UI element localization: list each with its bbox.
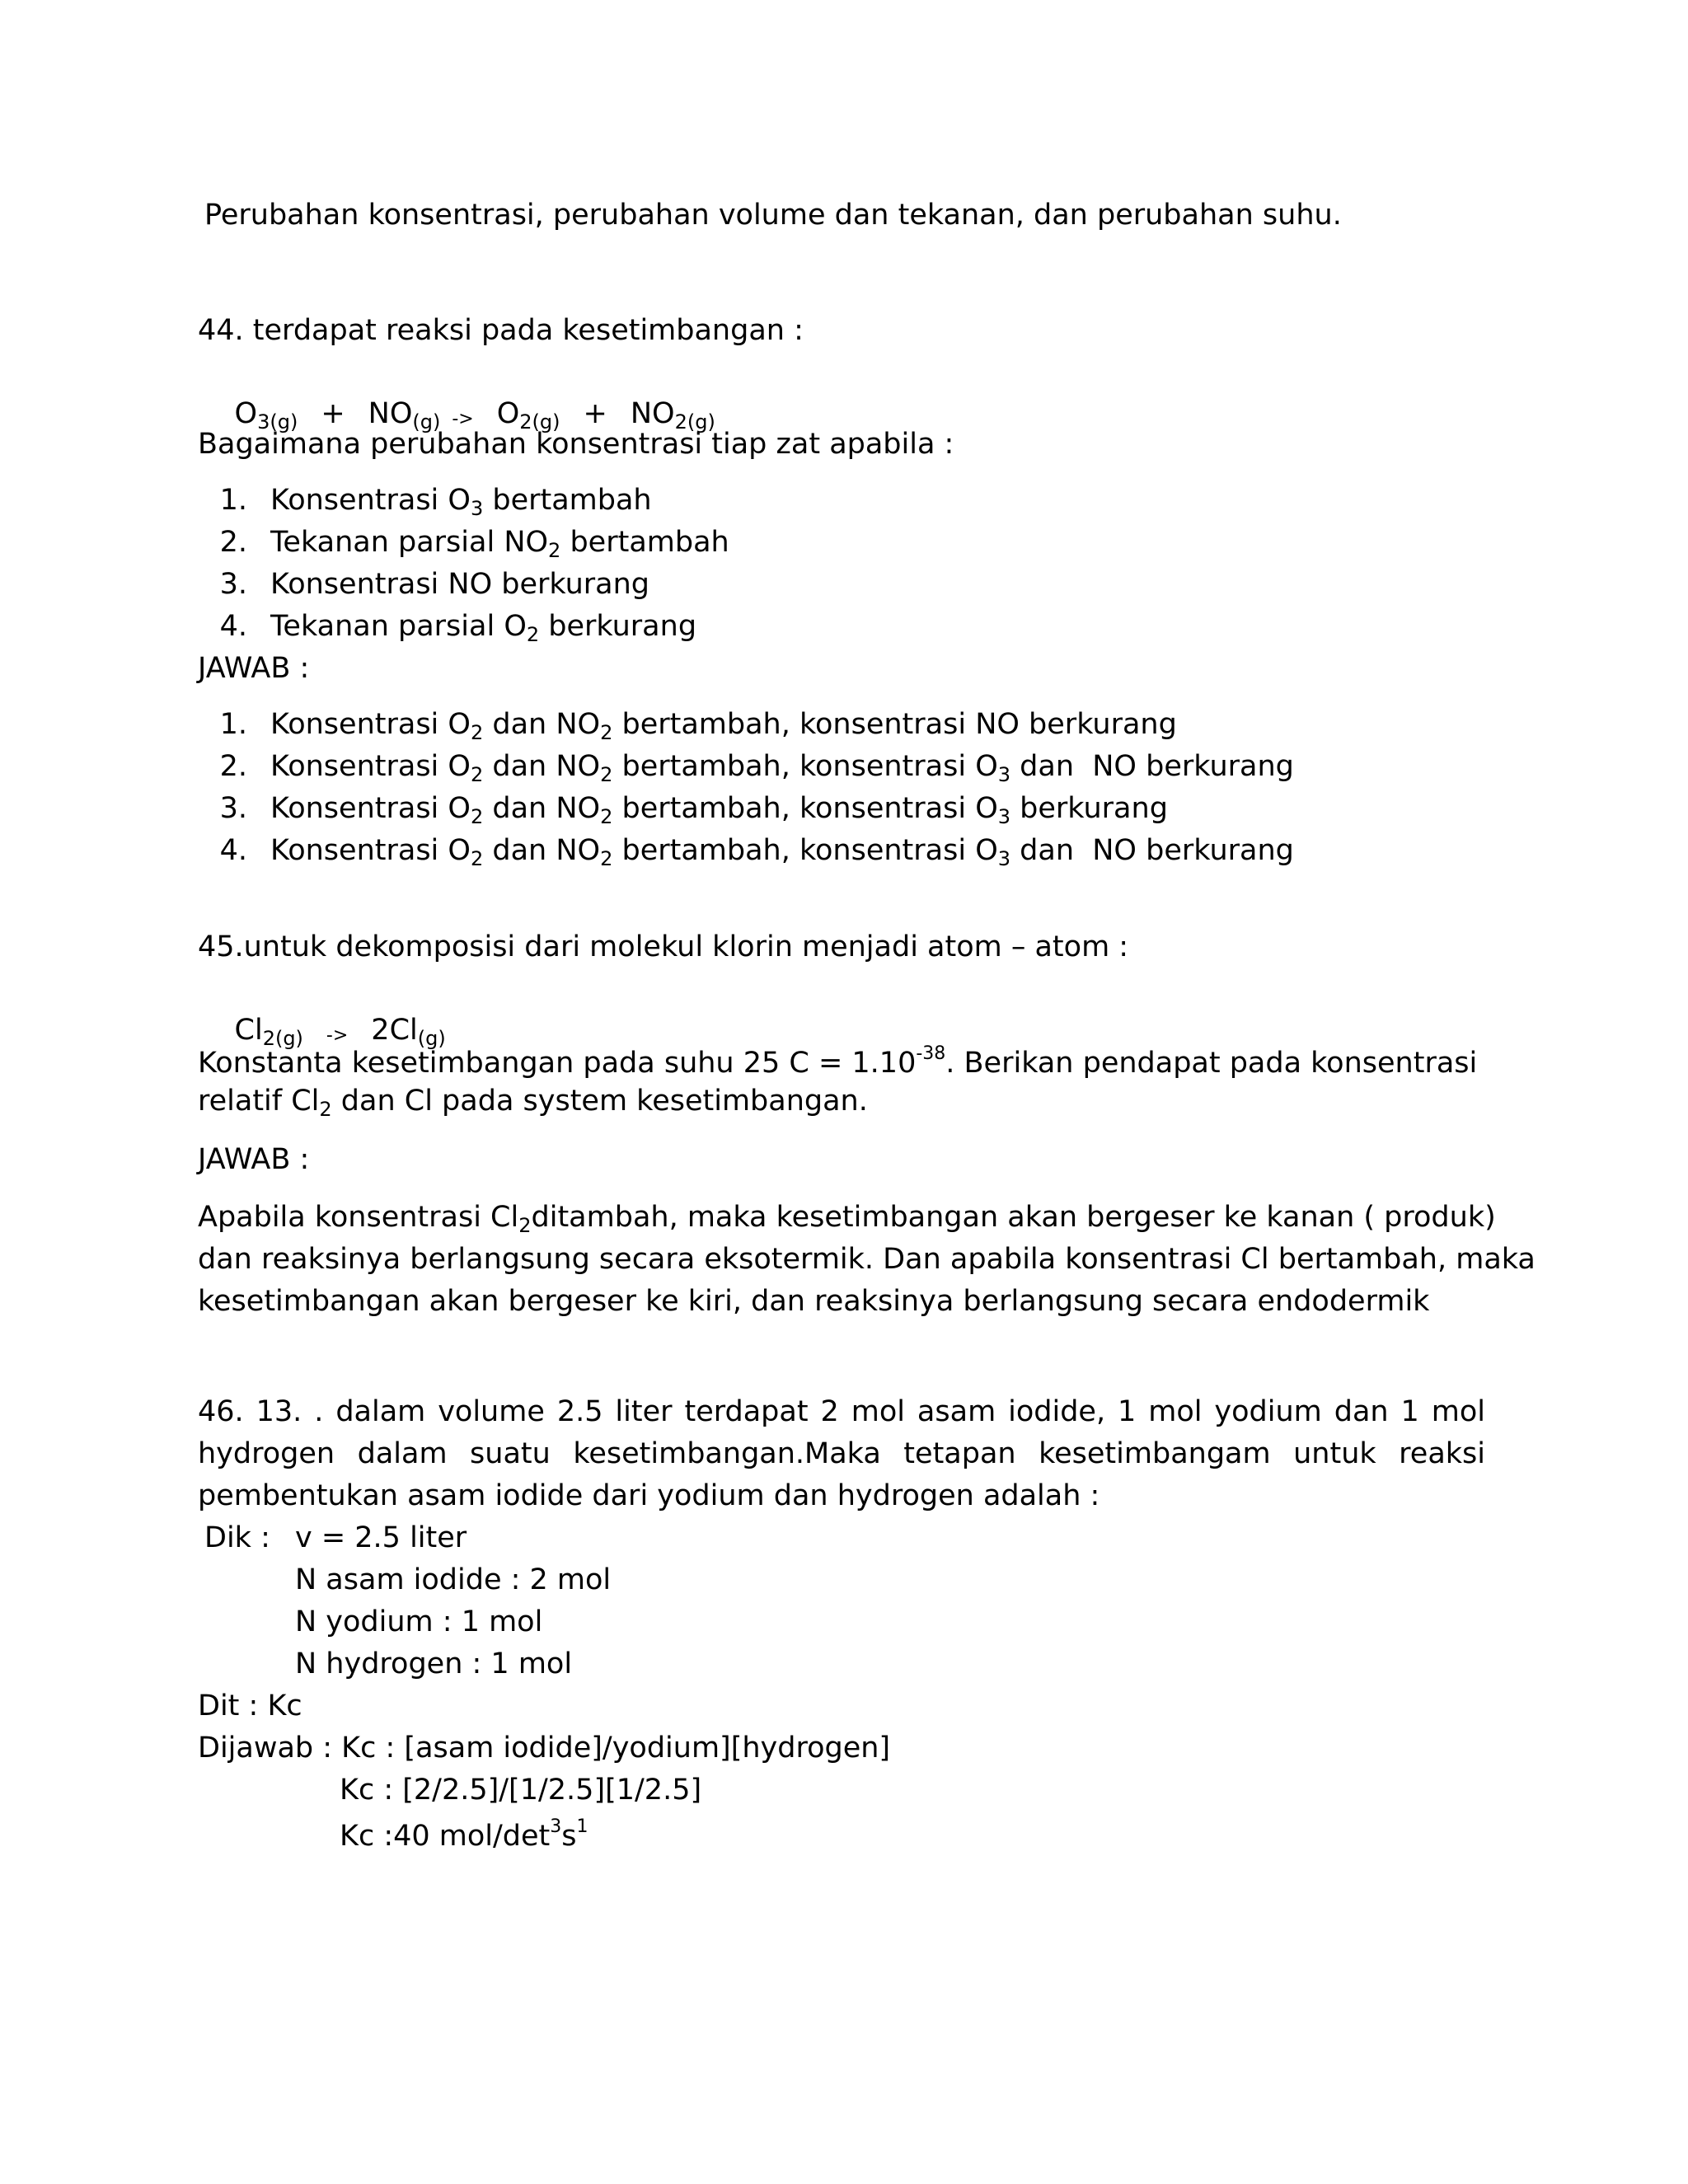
reaction-arrow: ->	[452, 409, 474, 429]
q46-text-line: pembentukan asam iodide dari yodium dan hydrogen adalah :	[198, 1479, 1100, 1512]
answer-item: 2. Konsentrasi $O_2$ dan $NO_2$ bertambah, konsentrasi $O_3$ dan NO berkurang	[219, 750, 1294, 786]
plus-sign: +	[321, 397, 345, 430]
reactant-o3: $O_{3(g)}$	[234, 397, 298, 434]
dik-value: N asam iodide : 2 mol	[295, 1563, 612, 1596]
list-item: 4. Tekanan parsial $O_2$ berkurang	[219, 610, 697, 646]
q45-text-line: Konstanta kesetimbangan pada suhu 25 $C = 1.10^{-38}$. Berikan pendapat pada konsentrasi	[198, 1043, 1478, 1080]
q45-answer-label: JAWAB :	[198, 1143, 310, 1176]
q44-question: Bagaimana perubahan konsentrasi tiap zat apabila :	[198, 428, 954, 461]
answer-item: 4. Konsentrasi $O_2$ dan $NO_2$ bertambah, konsentrasi $O_3$ dan NO berkurang	[219, 834, 1294, 870]
dit-line: Dit : Kc	[198, 1690, 302, 1722]
q45-answer-line: dan reaksinya berlangsung secara eksotermik. Dan apabila konsentrasi Cl bertambah, maka	[198, 1243, 1536, 1276]
reaction-arrow: ->	[326, 1025, 349, 1046]
dijawab-line: Kc :40 mol/$\det^3s^1$	[340, 1816, 588, 1853]
dik-value: N yodium : 1 mol	[295, 1605, 543, 1638]
dik-value: v = 2.5 liter	[295, 1521, 467, 1554]
dik-value: N hydrogen : 1 mol	[295, 1647, 573, 1680]
q45-answer-line: kesetimbangan akan bergeser ke kiri, dan reaksinya berlangsung secara endodermik	[198, 1285, 1430, 1318]
list-item: 1. Konsentrasi $O_3$ bertambah	[219, 484, 652, 520]
answer-item: 1. Konsentrasi $O_2$ dan $NO_2$ bertambah, konsentrasi NO berkurang	[219, 708, 1177, 744]
q46-text-line: 46. 13. . dalam volume 2.5 liter terdapat 2 mol asam iodide, 1 mol yodium dan 1 mol	[198, 1395, 1485, 1428]
product-no2: $NO_{2(g)}$	[630, 397, 715, 434]
q44-answer-label: JAWAB :	[198, 652, 310, 685]
dijawab-line: Dijawab : Kc : [asam iodide]/yodium][hydrogen]	[198, 1732, 891, 1765]
reactant-no: $NO_{(g)}$	[368, 397, 441, 434]
q46-text-line: hydrogen dalam suatu kesetimbangan.Maka tetapan kesetimbangam untuk reaksi	[198, 1437, 1485, 1470]
list-item: 3. Konsentrasi NO berkurang	[219, 568, 650, 601]
list-item: 2. Tekanan parsial $NO_2$ bertambah	[219, 526, 729, 562]
dijawab-line: Kc : [2/2.5]/[1/2.5][1/2.5]	[340, 1774, 702, 1807]
product-cl: $2Cl_{(g)}$	[371, 1014, 446, 1050]
dik-label: Dik :	[204, 1521, 270, 1554]
reactant-cl2: $Cl_{2(g)}$	[234, 1014, 303, 1050]
q45-answer-line: Apabila konsentrasi $Cl_2ditambah$, maka kesetimbangan akan bergeser ke kanan ( produk)	[198, 1201, 1496, 1237]
product-o2: $O_{2(g)}$	[496, 397, 560, 434]
q45-title: 45.untuk dekomposisi dari molekul klorin menjadi atom – atom :	[198, 930, 1129, 963]
intro-text: Perubahan konsentrasi, perubahan volume dan tekanan, dan perubahan suhu.	[204, 199, 1342, 232]
q45-text-line: relatif $Cl_2$ dan Cl pada system kesetimbangan.	[198, 1085, 868, 1121]
q44-title: 44. terdapat reaksi pada kesetimbangan :	[198, 314, 804, 347]
answer-item: 3. Konsentrasi $O_2$ dan $NO_2$ bertambah, konsentrasi $O_3$ berkurang	[219, 792, 1168, 828]
plus-sign: +	[583, 397, 607, 430]
